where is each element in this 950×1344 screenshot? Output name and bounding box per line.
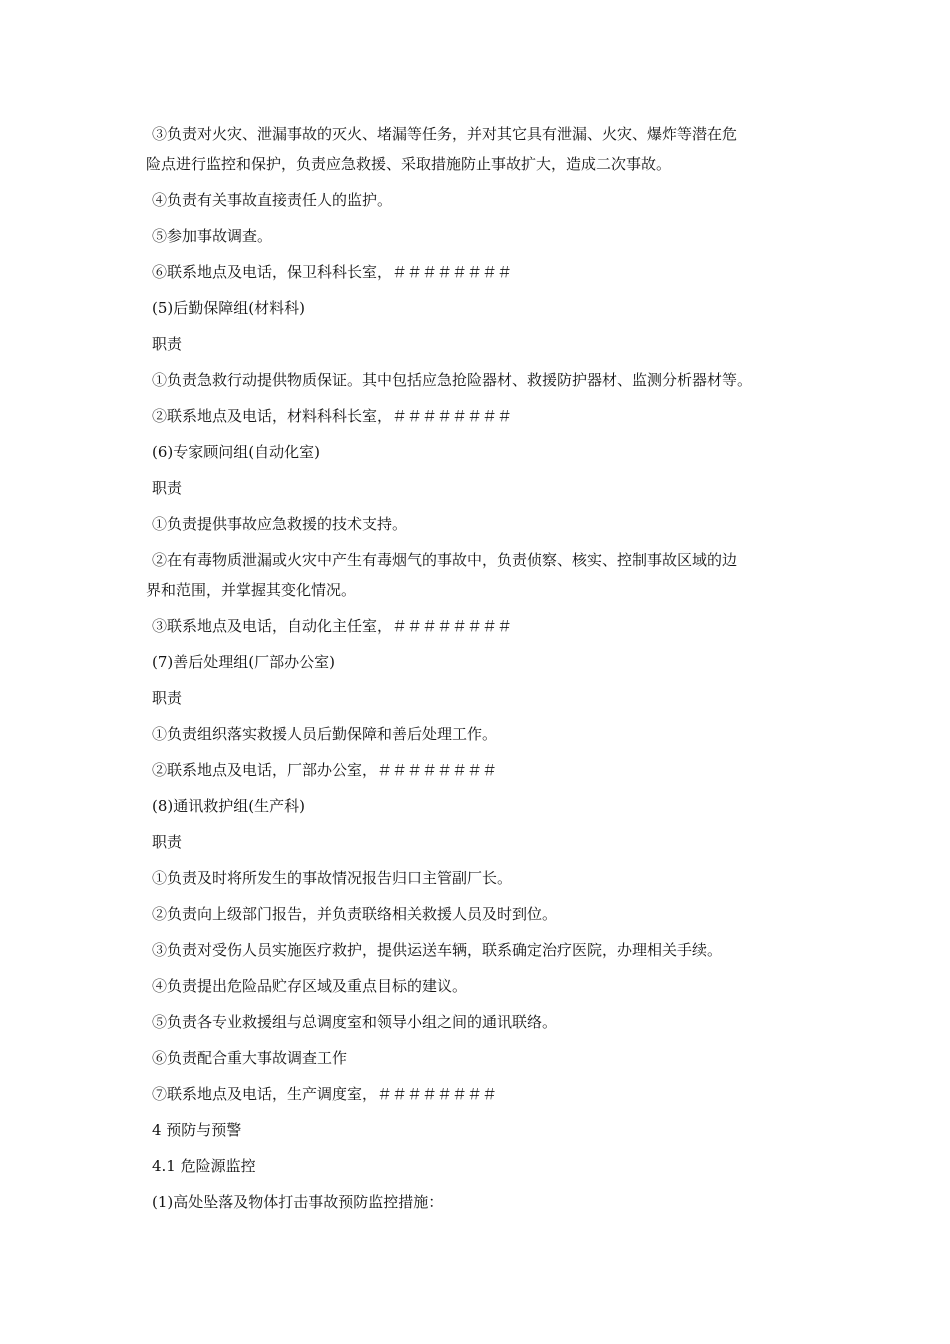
duty-label: 职责	[152, 479, 183, 497]
section-heading: (6)专家顾问组(自动化室)	[152, 443, 320, 461]
paragraph-line: ②负责向上级部门报告，并负责联络相关救援人员及时到位。	[152, 905, 558, 923]
section-heading: (5)后勤保障组(材料科)	[152, 299, 305, 317]
section-heading: (7)善后处理组(厂部办公室)	[152, 653, 335, 671]
chapter-heading: 4 预防与预警	[152, 1121, 242, 1139]
paragraph-line: ①负责及时将所发生的事故情况报告归口主管副厂长。	[152, 869, 513, 887]
paragraph-line: ②联系地点及电话，材料科科长室，＃＃＃＃＃＃＃＃	[152, 407, 513, 425]
paragraph-line: ②在有毒物质泄漏或火灾中产生有毒烟气的事故中，负责侦察、核实、控制事故区域的边	[152, 551, 738, 569]
paragraph-line: ③联系地点及电话，自动化主任室，＃＃＃＃＃＃＃＃	[152, 617, 513, 635]
duty-label: 职责	[152, 689, 183, 707]
duty-label: 职责	[152, 833, 183, 851]
paragraph-line: ④负责提出危险品贮存区域及重点目标的建议。	[152, 977, 468, 995]
paragraph-line: ①负责急救行动提供物质保证。其中包括应急抢险器材、救援防护器材、监测分析器材等。	[152, 371, 753, 389]
paragraph-line: ③负责对火灾、泄漏事故的灭火、堵漏等任务，并对其它具有泄漏、火灾、爆炸等潜在危	[152, 125, 738, 143]
paragraph-line: ③负责对受伤人员实施医疗救护，提供运送车辆，联系确定治疗医院，办理相关手续。	[152, 941, 723, 959]
paragraph-line: ⑤负责各专业救援组与总调度室和领导小组之间的通讯联络。	[152, 1013, 558, 1031]
paragraph-line: ①负责提供事故应急救援的技术支持。	[152, 515, 408, 533]
paragraph-line: 险点进行监控和保护，负责应急救援、采取措施防止事故扩大，造成二次事故。	[146, 155, 672, 173]
paragraph-line: ⑥负责配合重大事故调查工作	[152, 1049, 348, 1067]
paragraph-line: ②联系地点及电话，厂部办公室，＃＃＃＃＃＃＃＃	[152, 761, 498, 779]
paragraph-line: ①负责组织落实救援人员后勤保障和善后处理工作。	[152, 725, 498, 743]
subsection-heading: 4.1 危险源监控	[152, 1157, 256, 1175]
paragraph-line: ⑥联系地点及电话，保卫科科长室，＃＃＃＃＃＃＃＃	[152, 263, 513, 281]
paragraph-line: 界和范围，并掌握其变化情况。	[146, 581, 357, 599]
paragraph-line: (1)高处坠落及物体打击事故预防监控措施：	[152, 1193, 444, 1211]
paragraph-line: ④负责有关事故直接责任人的监护。	[152, 191, 393, 209]
paragraph-line: ⑦联系地点及电话，生产调度室，＃＃＃＃＃＃＃＃	[152, 1085, 498, 1103]
duty-label: 职责	[152, 335, 183, 353]
paragraph-line: ⑤参加事故调查。	[152, 227, 273, 245]
section-heading: (8)通讯救护组(生产科)	[152, 797, 305, 815]
